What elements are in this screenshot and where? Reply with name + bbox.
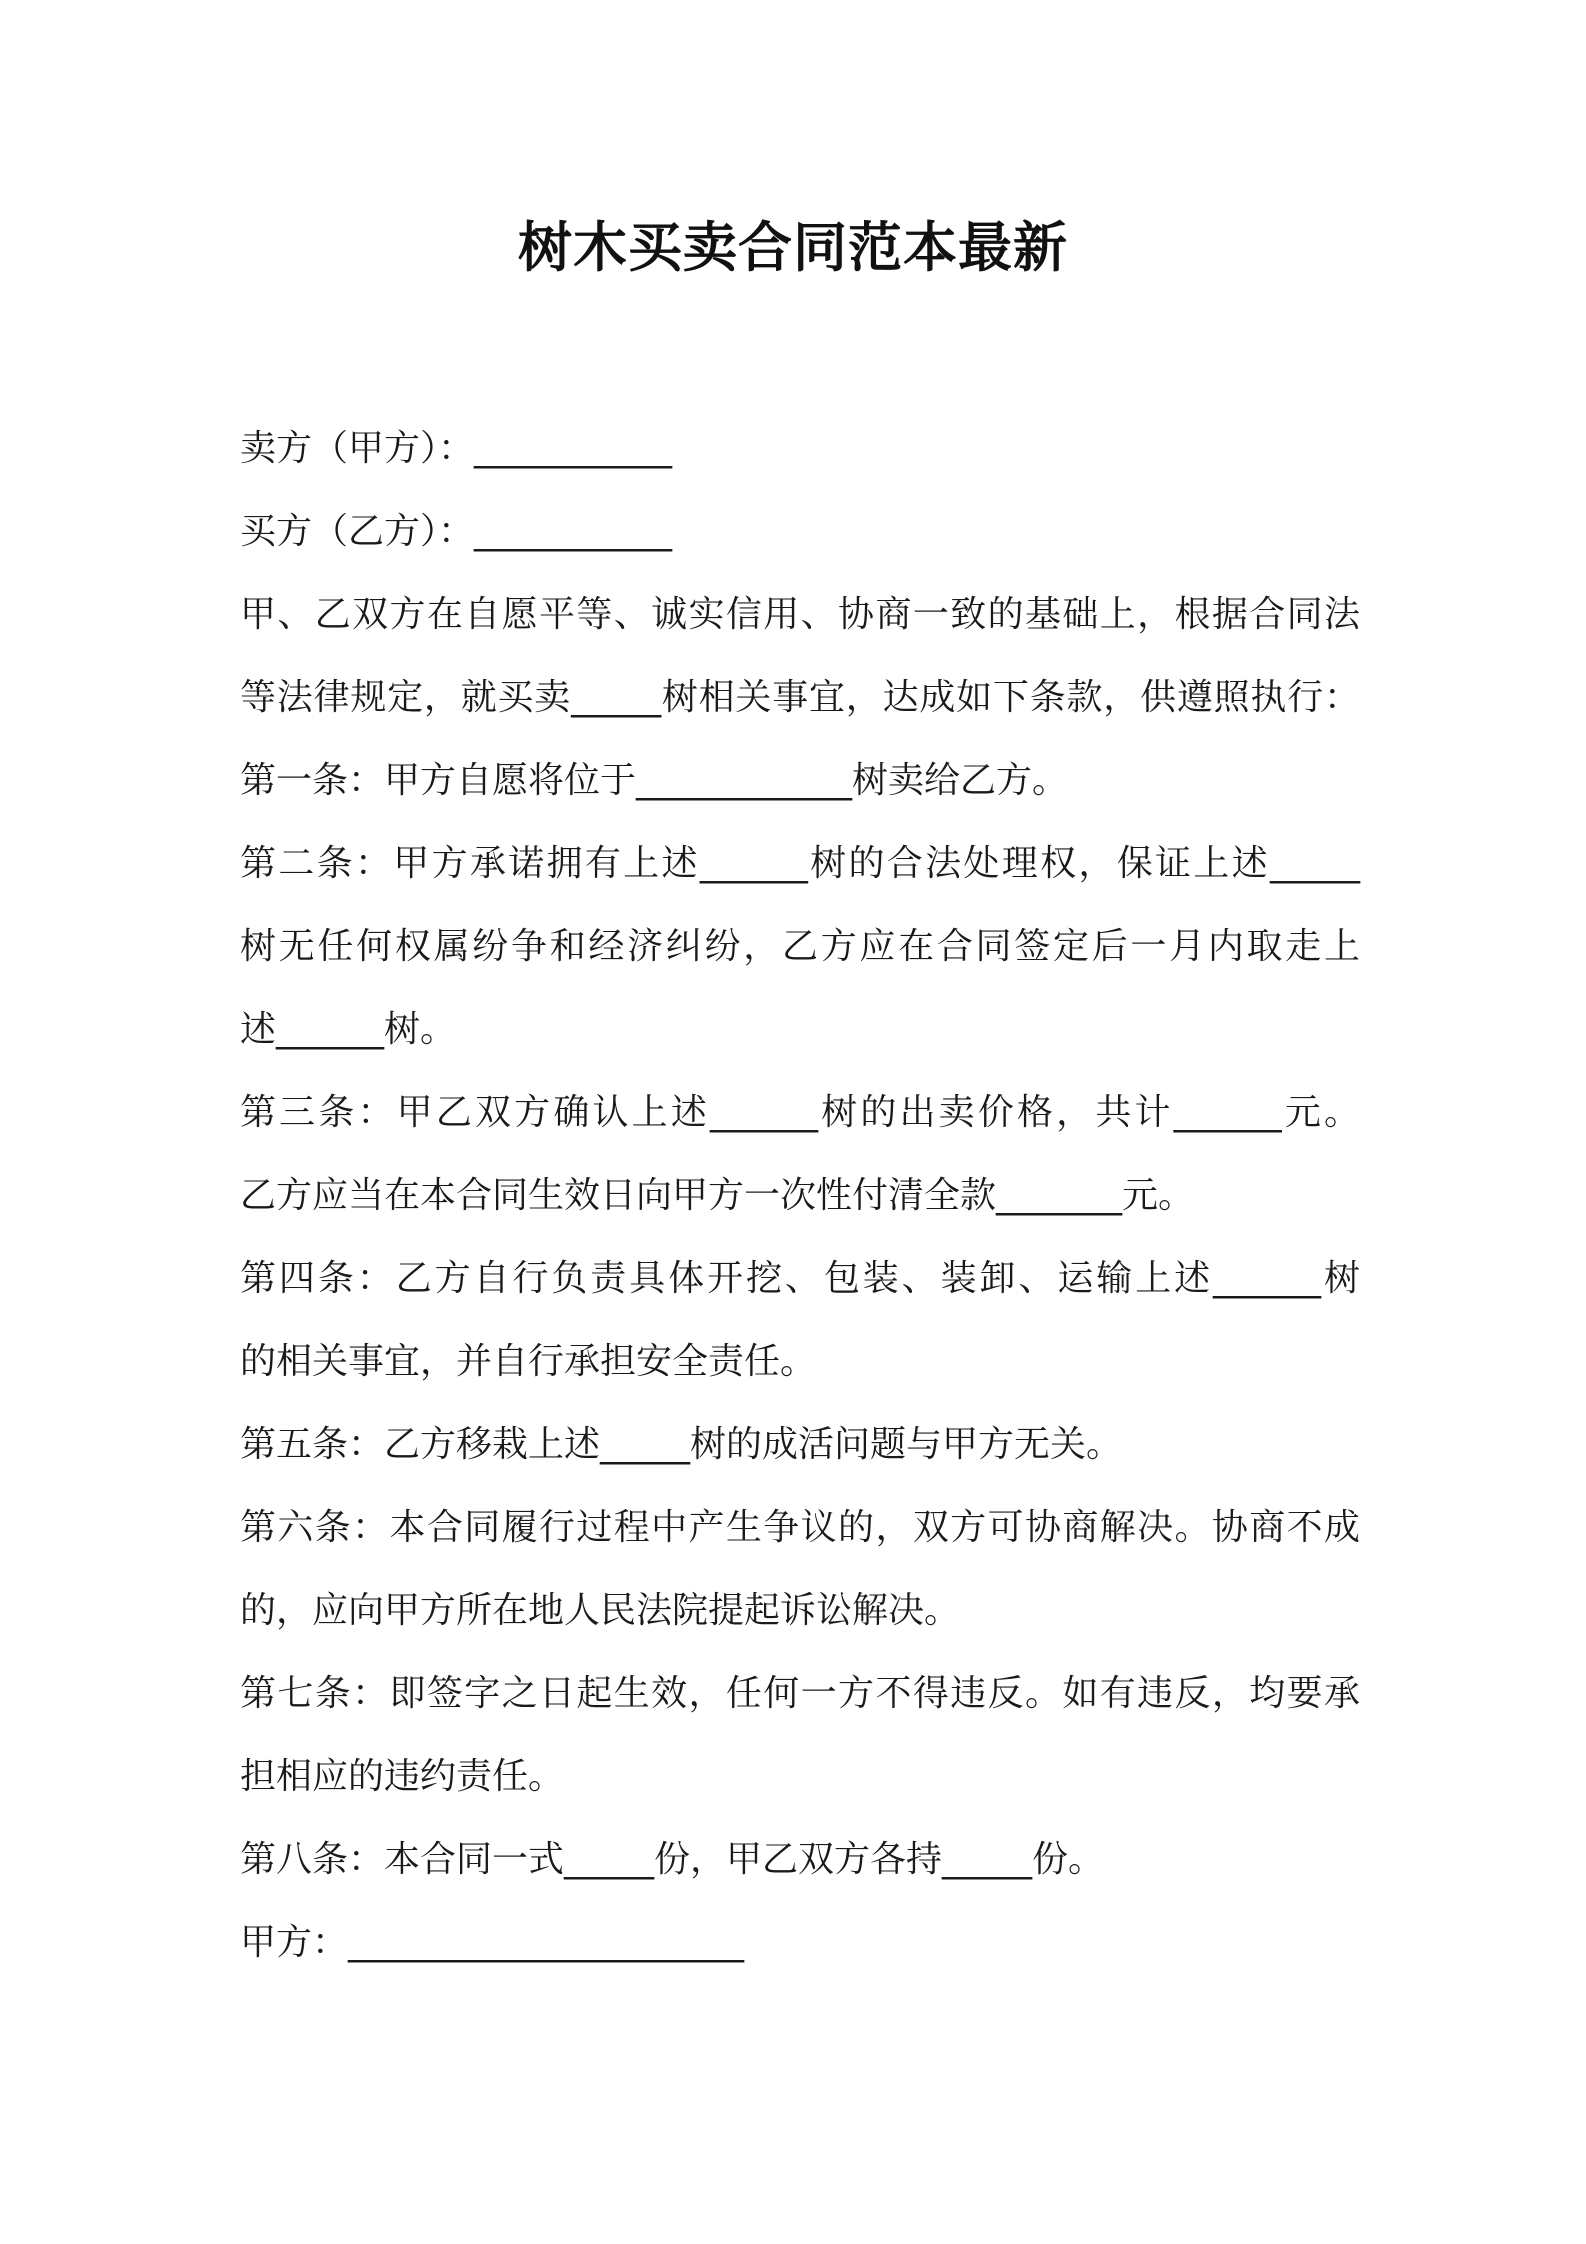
article-7-line-1: 第七条：即签字之日起生效，任何一方不得违反。如有违反，均要承 [240,1673,1360,1714]
article-6-line-2: 的，应向甲方所在地人民法院提起诉讼解决。 [240,1590,961,1631]
article-2-line-2: 树无任何权属纷争和经济纠纷，乙方应在合同签定后一月内取走上 [240,926,1360,967]
article-3-line-2: 乙方应当在本合同生效日向甲方一次性付清全款_______元。 [240,1175,1195,1216]
article-1: 第一条：甲方自愿将位于____________树卖给乙方。 [240,760,1069,801]
buyer-line: 买方（乙方）：___________ [240,511,673,552]
preamble-line-1: 甲、乙双方在自愿平等、诚实信用、协商一致的基础上，根据合同法 [240,594,1360,635]
preamble-line-2: 等法律规定，就买卖_____树相关事宜，达成如下条款，供遵照执行： [240,677,1360,718]
article-8: 第八条：本合同一式_____份，甲乙双方各持_____份。 [240,1839,1105,1880]
contract-body [240,407,1360,1984]
article-3-line-1: 第三条：甲乙双方确认上述______树的出卖价格，共计______元。 [240,1092,1360,1133]
article-6-line-1: 第六条：本合同履行过程中产生争议的，双方可协商解决。协商不成 [240,1507,1360,1548]
article-5: 第五条：乙方移栽上述_____树的成活问题与甲方无关。 [240,1424,1123,1465]
party-a-signature-line: 甲方：______________________ [240,1922,745,1963]
document-title: 树木买卖合同范本最新 [518,216,1068,279]
article-2-line-3: 述______树。 [240,1009,457,1050]
article-4-line-2: 的相关事宜，并自行承担安全责任。 [240,1341,817,1382]
seller-line: 卖方（甲方）：___________ [240,428,673,469]
article-2-line-1: 第二条：甲方承诺拥有上述______树的合法处理权，保证上述_____ [240,843,1360,884]
article-7-line-2: 担相应的违约责任。 [240,1756,565,1797]
article-4-line-1: 第四条：乙方自行负责具体开挖、包装、装卸、运输上述______树 [240,1258,1360,1299]
